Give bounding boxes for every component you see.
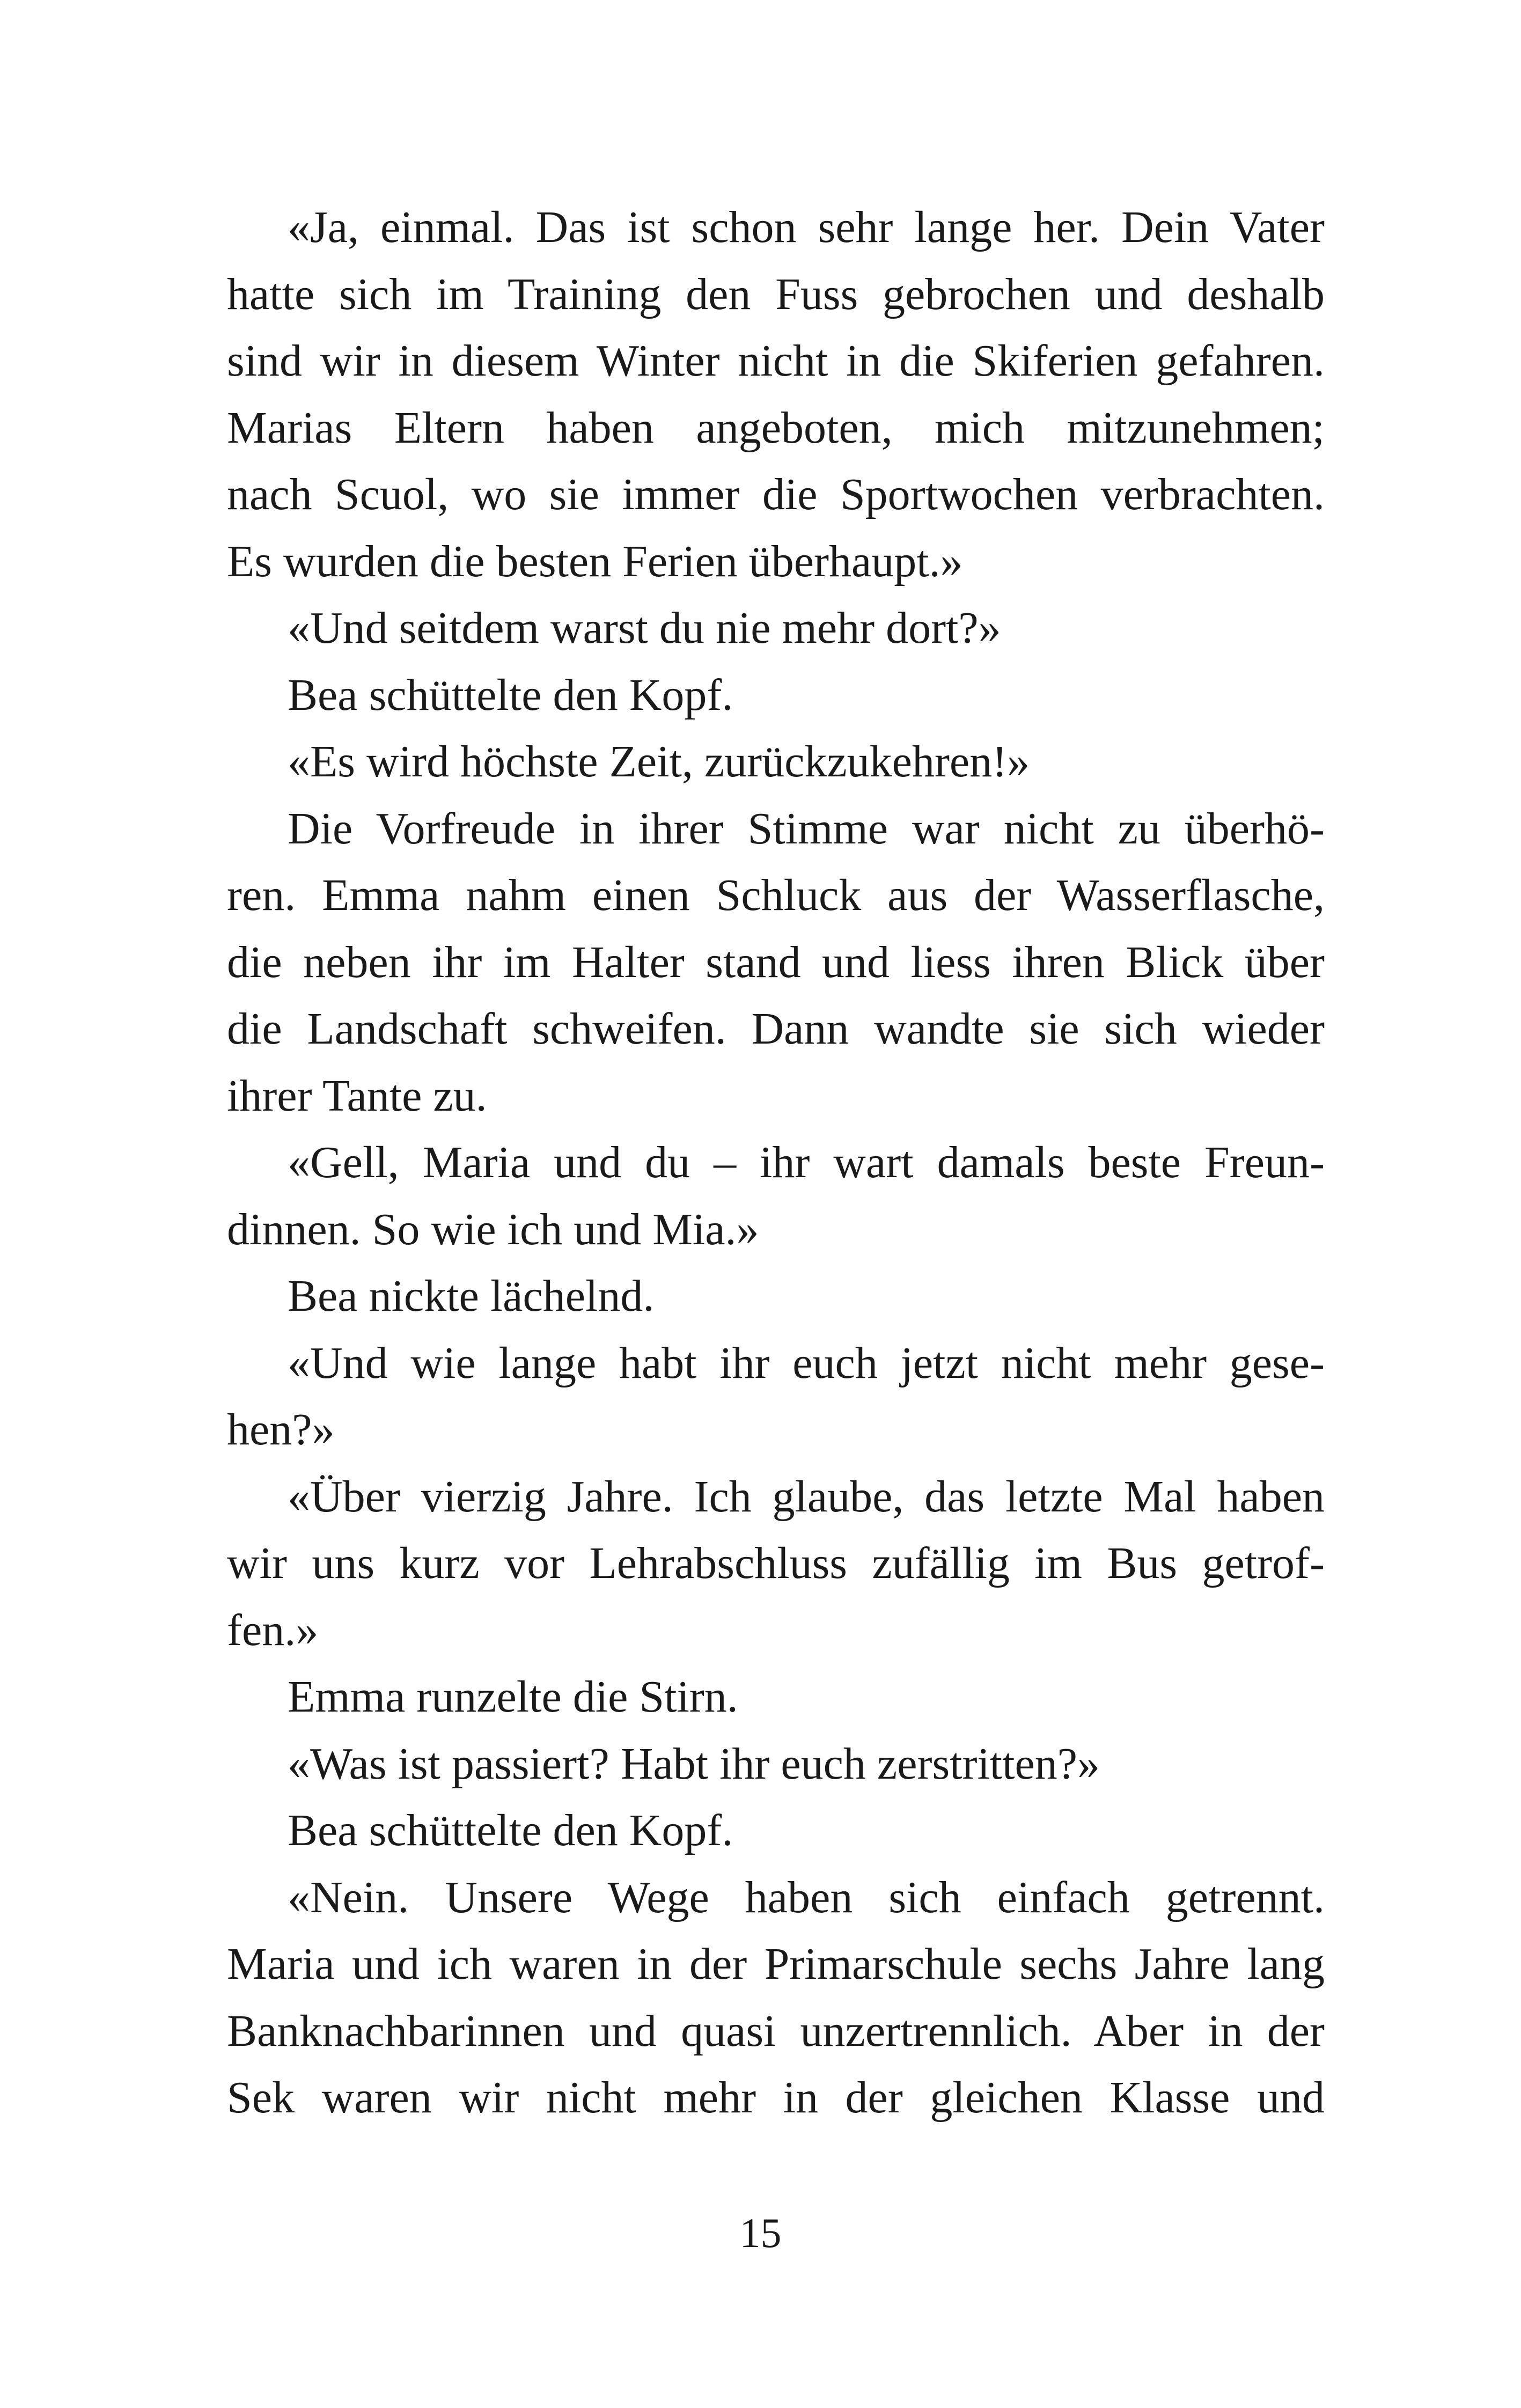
text-line: Es wurden die besten Ferien überhaupt.» — [227, 536, 963, 586]
text-line: «Es wird höchste Zeit, zurückzukehren!» — [288, 737, 1030, 787]
text-line: die neben ihr im Halter stand und liess ihren Blick über — [227, 937, 1325, 987]
text-line: dinnen. So wie ich und Mia.» — [227, 1204, 759, 1254]
text-line: Banknachbarinnen und quasi unzertrennlich. Aber in der — [227, 2006, 1325, 2056]
text-line: «Über vierzig Jahre. Ich glaube, das letzte Mal haben — [288, 1471, 1325, 1522]
text-line: Marias Eltern haben angeboten, mich mitzunehmen; — [227, 402, 1325, 453]
text-line: «Nein. Unsere Wege haben sich einfach getrennt. — [288, 1872, 1325, 1922]
text-line: «Und wie lange habt ihr euch jetzt nicht mehr gese- — [288, 1338, 1325, 1388]
text-line: fen.» — [227, 1605, 319, 1655]
text-line: nach Scuol, wo sie immer die Sportwochen verbrachten. — [227, 469, 1325, 519]
text-line: ren. Emma nahm einen Schluck aus der Wasserflasche, — [227, 870, 1325, 920]
text-line: Bea schüttelte den Kopf. — [288, 670, 733, 720]
text-line: «Ja, einmal. Das ist schon sehr lange her. Dein Vater — [288, 202, 1325, 252]
text-line: Maria und ich waren in der Primarschule sechs Jahre lang — [227, 1939, 1325, 1989]
text-line: «Was ist passiert? Habt ihr euch zerstritten?» — [288, 1738, 1100, 1789]
text-line: «Gell, Maria und du – ihr wart damals beste Freun- — [288, 1137, 1325, 1187]
text-line: «Und seitdem warst du nie mehr dort?» — [288, 603, 1001, 653]
text-line: hen?» — [227, 1405, 335, 1455]
text-line: sind wir in diesem Winter nicht in die Skiferien gefahren. — [227, 336, 1325, 386]
text-line: Bea schüttelte den Kopf. — [288, 1805, 733, 1855]
text-line: wir uns kurz vor Lehrabschluss zufällig im Bus getrof- — [227, 1538, 1325, 1588]
text-line: hatte sich im Training den Fuss gebrochen und deshalb — [227, 269, 1325, 319]
text-line: Sek waren wir nicht mehr in der gleichen Klasse und — [227, 2073, 1325, 2123]
text-line: ihrer Tante zu. — [227, 1070, 487, 1121]
text-line: Emma runzelte die Stirn. — [288, 1672, 738, 1722]
body-text — [227, 194, 1325, 2132]
text-line: Bea nickte lächelnd. — [288, 1271, 655, 1321]
page-number: 15 — [739, 2209, 782, 2256]
text-line: die Landschaft schweifen. Dann wandte sie sich wieder — [227, 1004, 1325, 1054]
text-line: Die Vorfreude in ihrer Stimme war nicht zu überhö- — [288, 803, 1325, 854]
